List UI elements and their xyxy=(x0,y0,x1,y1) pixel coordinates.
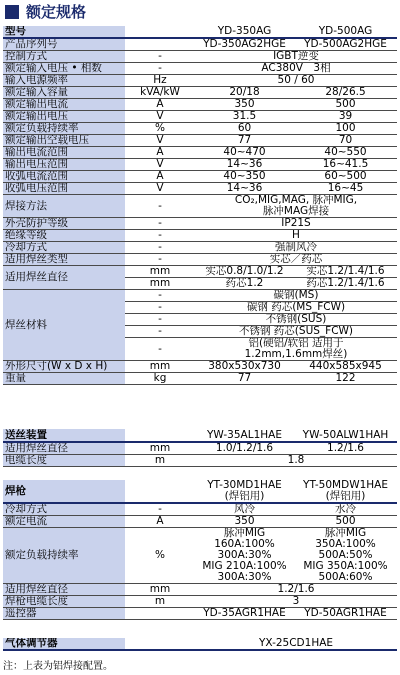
dimensions-v1: 380x530x730 xyxy=(195,361,294,373)
welding-method-value: CO₂,MIG,MAG, 脉冲MIG, 脉冲MAG焊接 xyxy=(195,195,397,218)
wire-dia-unit: mm xyxy=(125,278,195,290)
feeder-wire-label: 适用焊丝直径 xyxy=(3,442,125,455)
spec-row-unit: Hz xyxy=(125,75,195,87)
footnote: 注：上表为铝焊接配置。 xyxy=(3,661,113,672)
wire-dia-v1: 实芯0.8/1.0/1.2 xyxy=(195,266,294,278)
table-row xyxy=(3,503,397,516)
torch-header-row xyxy=(3,480,397,503)
feeder-model-1: YW-35AL1HAE xyxy=(195,429,294,442)
wire-material-value: 不锈钢 药芯(SUS_FCW) xyxy=(195,326,397,338)
spec-header-row xyxy=(3,26,397,38)
table-row xyxy=(3,51,397,63)
torch-wire-value: 1.2/1.6 xyxy=(195,584,397,596)
spec-row-label: 额定输入容量 xyxy=(3,87,125,99)
torch-duty-unit: % xyxy=(125,528,195,584)
table-row xyxy=(3,171,397,183)
dimensions-label: 外形尺寸(W x D x H) xyxy=(3,361,125,373)
spec-table xyxy=(3,26,397,385)
spec-row-unit: V xyxy=(125,111,195,123)
feeder-header-row xyxy=(3,429,397,442)
protection-value: IP21S xyxy=(195,218,397,230)
spec-row-value-1: 20/18 xyxy=(195,87,294,99)
spec-row-value-1: 350 xyxy=(195,99,294,111)
table-row xyxy=(3,254,397,266)
wire-material-unit: - xyxy=(125,290,195,302)
table-row xyxy=(3,159,397,171)
table-row xyxy=(3,361,397,373)
table-row xyxy=(3,242,397,254)
spec-row-unit: - xyxy=(125,51,195,63)
spec-row-unit: % xyxy=(125,123,195,135)
gas-value: YX-25CD1HAE xyxy=(195,638,397,650)
spec-row-value: AC380V 3相 xyxy=(195,63,397,75)
wire-material-value: 碳钢(MS) xyxy=(195,290,397,302)
torch-cable-unit: m xyxy=(125,596,195,608)
torch-cable-value: 3 xyxy=(195,596,397,608)
torch-duty-label: 额定负载持续率 xyxy=(3,528,125,584)
table-row xyxy=(3,290,397,302)
torch-duty-v1: 脉冲MIG 160A:100% 300A:30% MIG 210A:100% 300A:30% xyxy=(195,528,294,584)
spec-header-label: 型号 xyxy=(3,26,125,38)
spec-row-value-1: 14~36 xyxy=(195,159,294,171)
spec-row-unit: kVA/kW xyxy=(125,87,195,99)
torch-table xyxy=(3,480,397,620)
spec-row-label: 额定输入电压 • 相数 xyxy=(3,63,125,75)
gas-table xyxy=(3,638,397,651)
spec-row-label: 产品序列号 xyxy=(3,38,125,51)
table-row xyxy=(3,266,397,278)
table-row xyxy=(3,135,397,147)
feeder-wire-v2: 1.2/1.6 xyxy=(294,442,397,455)
torch-current-label: 额定电流 xyxy=(3,516,125,528)
wire-material-unit: - xyxy=(125,338,195,361)
wire-dia-unit: mm xyxy=(125,266,195,278)
spec-row-unit: A xyxy=(125,171,195,183)
spec-row-unit: V xyxy=(125,135,195,147)
torch-cable-label: 焊枪电缆长度 xyxy=(3,596,125,608)
welding-method-unit: - xyxy=(125,195,195,218)
weight-v1: 77 xyxy=(195,373,294,385)
cooling-unit: - xyxy=(125,242,195,254)
wire-dia-label: 适用焊丝直径 xyxy=(3,266,125,290)
feeder-unit xyxy=(125,429,195,442)
table-row xyxy=(3,195,397,218)
torch-unit xyxy=(125,480,195,503)
spec-row-label: 控制方式 xyxy=(3,51,125,63)
table-row xyxy=(3,442,397,455)
protection-label: 外壳防护等级 xyxy=(3,218,125,230)
torch-wire-label: 适用焊丝直径 xyxy=(3,584,125,596)
spec-row-value-2: 100 xyxy=(294,123,397,135)
spec-row-label: 输出电流范围 xyxy=(3,147,125,159)
spec-row-label: 收弧电流范围 xyxy=(3,171,125,183)
spec-row-unit xyxy=(125,38,195,51)
feeder-wire-unit: mm xyxy=(125,442,195,455)
table-row xyxy=(3,455,397,467)
weight-unit: kg xyxy=(125,373,195,385)
wire-material-value: 不锈钢(SUS) xyxy=(195,314,397,326)
spec-row-unit: A xyxy=(125,147,195,159)
spec-row-value-1: 14~36 xyxy=(195,183,294,195)
spec-row-label: 额定负载持续率 xyxy=(3,123,125,135)
wire-type-value: 实芯／药芯 xyxy=(195,254,397,266)
gas-row xyxy=(3,638,397,650)
table-row xyxy=(3,218,397,230)
spec-row-value-2: 39 xyxy=(294,111,397,123)
wire-type-unit: - xyxy=(125,254,195,266)
wire-material-unit: - xyxy=(125,314,195,326)
torch-wire-unit: mm xyxy=(125,584,195,596)
spec-header-unit xyxy=(125,26,195,38)
table-row xyxy=(3,608,397,620)
table-row xyxy=(3,38,397,51)
weight-v2: 122 xyxy=(294,373,397,385)
wire-material-value: 碳钢 药芯(MS_FCW) xyxy=(195,302,397,314)
torch-cooling-unit: - xyxy=(125,503,195,516)
torch-cooling-label: 冷却方式 xyxy=(3,503,125,516)
feeder-cable-unit: m xyxy=(125,455,195,467)
spec-row-value-2: 70 xyxy=(294,135,397,147)
spec-row-value-1: 31.5 xyxy=(195,111,294,123)
page-title: 额定规格 xyxy=(26,3,87,21)
square-icon xyxy=(5,5,19,19)
spec-row-value-2: YD-500AG2HGE xyxy=(294,38,397,51)
torch-model-2: YT-50MDW1HAE (焊铝用) xyxy=(294,480,397,503)
table-row xyxy=(3,111,397,123)
table-row xyxy=(3,516,397,528)
table-row xyxy=(3,123,397,135)
feeder-wire-v1: 1.0/1.2/1.6 xyxy=(195,442,294,455)
spec-row-unit: V xyxy=(125,159,195,171)
torch-title: 焊枪 xyxy=(3,480,125,503)
spec-row-value-1: YD-350AG2HGE xyxy=(195,38,294,51)
torch-remote-unit xyxy=(125,608,195,620)
table-row xyxy=(3,584,397,596)
spec-row-value-2: 28/26.5 xyxy=(294,87,397,99)
torch-remote-label: 遥控器 xyxy=(3,608,125,620)
torch-model-1: YT-30MD1HAE (焊铝用) xyxy=(195,480,294,503)
spec-row-value-2: 16~45 xyxy=(294,183,397,195)
torch-cooling-v1: 风冷 xyxy=(195,503,294,516)
spec-row-label: 收弧电压范围 xyxy=(3,183,125,195)
spec-row-value-2: 500 xyxy=(294,99,397,111)
spec-row-value-1: 40~470 xyxy=(195,147,294,159)
spec-row-value-2: 16~41.5 xyxy=(294,159,397,171)
torch-remote-v1: YD-35AGR1HAE xyxy=(195,608,294,620)
table-row xyxy=(3,528,397,584)
page-header xyxy=(0,0,400,24)
table-row xyxy=(3,99,397,111)
wire-material-unit: - xyxy=(125,302,195,314)
spec-row-label: 额定输出电流 xyxy=(3,99,125,111)
table-row xyxy=(3,147,397,159)
gas-label: 气体调节器 xyxy=(3,638,125,650)
feeder-table xyxy=(3,429,397,467)
torch-current-v1: 350 xyxy=(195,516,294,528)
wire-type-label: 适用焊丝类型 xyxy=(3,254,125,266)
feeder-title: 送丝装置 xyxy=(3,429,125,442)
spec-row-unit: V xyxy=(125,183,195,195)
feeder-model-2: YW-50ALW1HAH xyxy=(294,429,397,442)
torch-cooling-v2: 水冷 xyxy=(294,503,397,516)
wire-material-unit: - xyxy=(125,326,195,338)
spec-row-value-1: 40~350 xyxy=(195,171,294,183)
protection-unit: - xyxy=(125,218,195,230)
gas-unit xyxy=(125,638,195,650)
table-row xyxy=(3,373,397,385)
insulation-value: H xyxy=(195,230,397,242)
insulation-label: 绝缘等级 xyxy=(3,230,125,242)
spec-row-label: 额定输出空载电压 xyxy=(3,135,125,147)
welding-method-label: 焊接方法 xyxy=(3,195,125,218)
torch-current-v2: 500 xyxy=(294,516,397,528)
spec-row-value: 50 / 60 xyxy=(195,75,397,87)
weight-label: 重量 xyxy=(3,373,125,385)
wire-material-label: 焊丝材料 xyxy=(3,290,125,361)
dimensions-unit: mm xyxy=(125,361,195,373)
spec-row-value-2: 40~550 xyxy=(294,147,397,159)
dimensions-v2: 440x585x945 xyxy=(294,361,397,373)
spec-row-value-1: 60 xyxy=(195,123,294,135)
table-row xyxy=(3,63,397,75)
table-row xyxy=(3,75,397,87)
insulation-unit: - xyxy=(125,230,195,242)
feeder-cable-value: 1.8 xyxy=(195,455,397,467)
spec-row-unit: - xyxy=(125,63,195,75)
spec-row-unit: A xyxy=(125,99,195,111)
torch-remote-v2: YD-50AGR1HAE xyxy=(294,608,397,620)
spec-header-model-1: YD-350AG xyxy=(195,26,294,38)
table-row xyxy=(3,87,397,99)
wire-material-value: 铝(硬铝/软铝 适用于 1.2mm,1.6mm焊丝) xyxy=(195,338,397,361)
spec-row-label: 输出电压范围 xyxy=(3,159,125,171)
wire-dia-v1: 药芯1.2 xyxy=(195,278,294,290)
table-row xyxy=(3,183,397,195)
spec-row-value-2: 60~500 xyxy=(294,171,397,183)
cooling-label: 冷却方式 xyxy=(3,242,125,254)
cooling-value: 强制风冷 xyxy=(195,242,397,254)
table-row xyxy=(3,230,397,242)
torch-current-unit: A xyxy=(125,516,195,528)
spec-row-value: IGBT逆变 xyxy=(195,51,397,63)
feeder-cable-label: 电缆长度 xyxy=(3,455,125,467)
spec-row-value-1: 77 xyxy=(195,135,294,147)
table-row xyxy=(3,596,397,608)
wire-dia-v2: 药芯1.2/1.4/1.6 xyxy=(294,278,397,290)
spec-row-label: 额定输出电压 xyxy=(3,111,125,123)
spec-row-label: 输入电源频率 xyxy=(3,75,125,87)
torch-duty-v2: 脉冲MIG 350A:100% 500A:50% MIG 350A:100% 500A:60% xyxy=(294,528,397,584)
spec-header-model-2: YD-500AG xyxy=(294,26,397,38)
wire-dia-v2: 实芯1.2/1.4/1.6 xyxy=(294,266,397,278)
